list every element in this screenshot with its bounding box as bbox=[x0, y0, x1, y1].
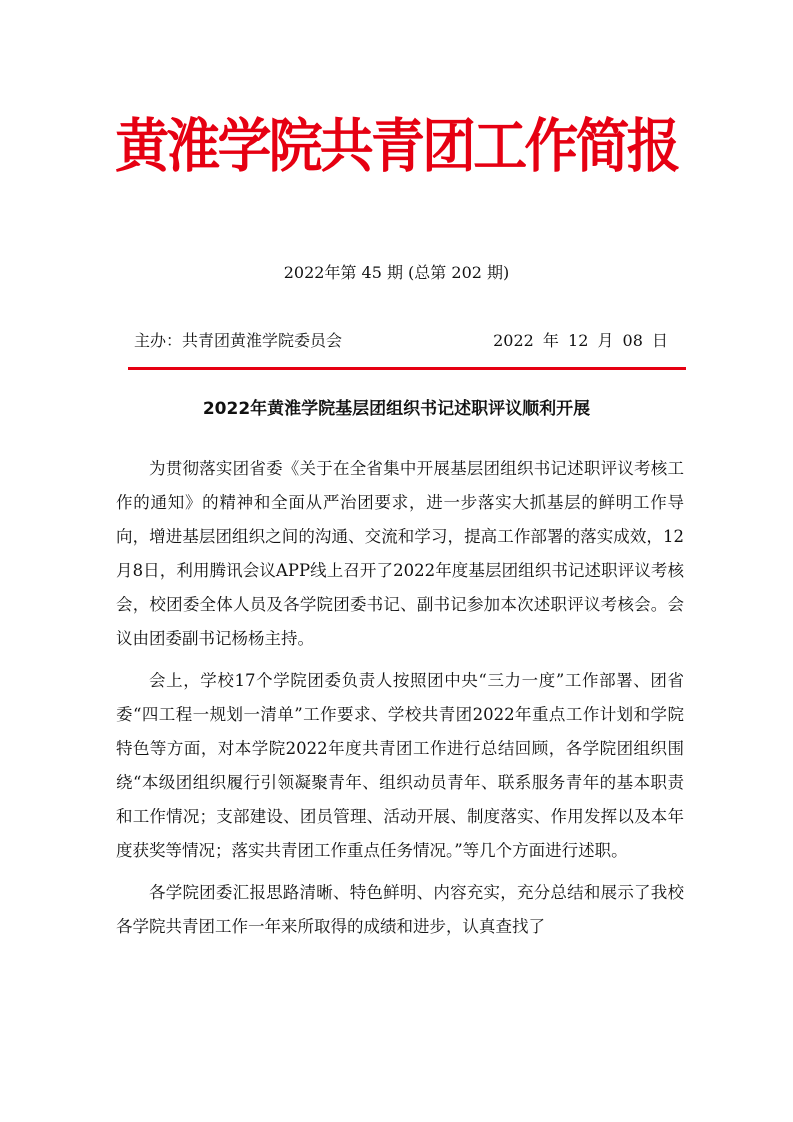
article-body bbox=[116, 452, 684, 952]
issue-number: 2022年第 45 期 (总第 202 期) bbox=[283, 263, 510, 282]
publish-date: 2022 年 12 月 08 日 bbox=[493, 331, 668, 350]
masthead-title: 黄淮学院共青团工作简报 bbox=[115, 112, 678, 180]
article-headline: 2022年黄淮学院基层团组织书记述职评议顺利开展 bbox=[202, 399, 591, 419]
sponsor-line: 主办：共青团黄淮学院委员会 bbox=[134, 331, 343, 350]
article-paragraph: 会上，学校17个学院团委负责人按照团中央“三力一度”工作部署、团省委“四工程一规划一清单”工作要求、学校共青团2022年重点工作计划和学院特色等方面，对本学院2022年度共青团工作进行总结回顾，各学院团组织围绕“本级团组织履行引领凝聚青年、组织动员青年、联系服务青年的基本职责和工作情况；支部建设、团员管理、活动开展、制度落实、作用发挥以及本年度获奖等情况；落实共青团工作重点任务情况。”等几个方面进行述职。 bbox=[116, 671, 684, 860]
red-divider bbox=[128, 367, 686, 370]
article-paragraph: 为贯彻落实团省委《关于在全省集中开展基层团组织书记述职评议考核工作的通知》的精神和全面从严治团要求，进一步落实大抓基层的鲜明工作导向，增进基层团组织之间的沟通、交流和学习，提高工作部署的落实成效，12月8日，利用腾讯会议APP线上召开了2022年度基层团组织书记述职评议考核会，校团委全体人员及各学院团委书记、副书记参加本次述职评议考核会。会议由团委副书记杨杨主持。 bbox=[116, 459, 684, 648]
article-paragraph: 各学院团委汇报思路清晰、特色鲜明、内容充实，充分总结和展示了我校各学院共青团工作一年来所取得的成绩和进步，认真查找了 bbox=[116, 883, 684, 936]
